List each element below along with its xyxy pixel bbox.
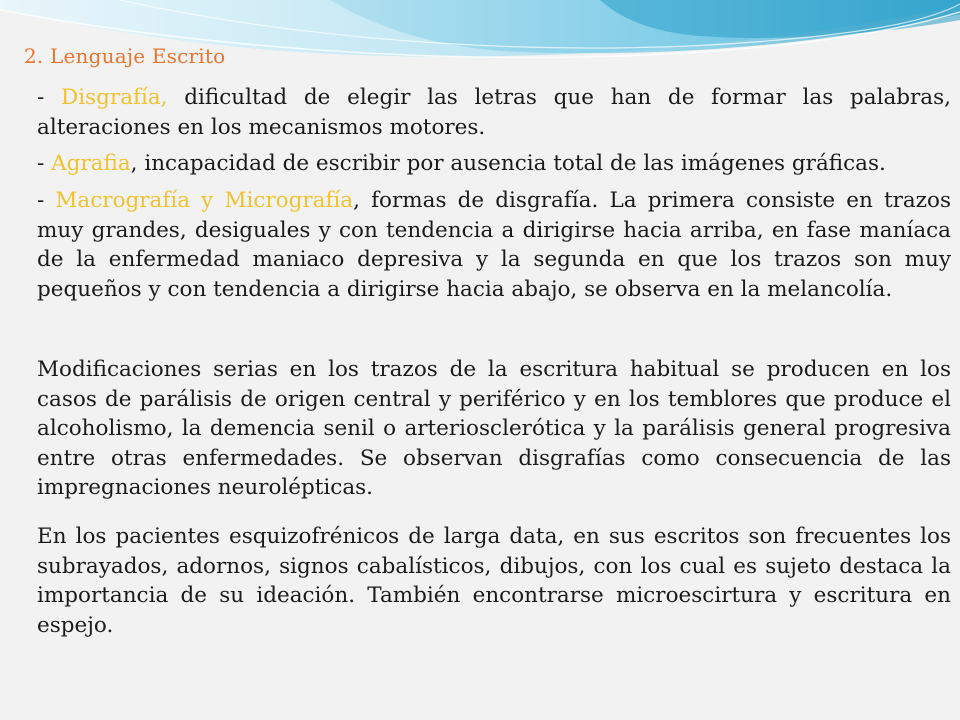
item-dash: - — [37, 188, 56, 213]
item-term: Macrografía y Micrografía — [55, 188, 354, 213]
item-dash: - — [37, 85, 61, 110]
item-term: Disgrafía, — [61, 85, 168, 110]
body-paragraph: En los pacientes esquizofrénicos de larga data, en sus escritos son frecuentes los subrayados, adornos, signos cabalísticos, dibujos, con los cual es sujeto destaca la importancia de su ideación. También encontrarse microescirtura y escritura en espejo. — [37, 524, 951, 638]
slide-heading: 2. Lenguaje Escrito — [24, 44, 226, 68]
item-definition: , incapacidad de escribir por ausencia total de las imágenes gráficas. — [130, 151, 886, 176]
item-disgrafia — [37, 83, 951, 142]
item-dash: - — [37, 151, 52, 176]
item-macrografia-micrografia — [37, 186, 951, 304]
item-agrafia — [37, 149, 951, 179]
body-paragraph: Modificaciones serias en los trazos de la escritura habitual se producen en los casos de parálisis de origen central y periférico y en los temblores que produce el alcoholismo, la demencia senil o arteriosclerótica y la parálisis general progresiva entre otras enfermedades. Se observan disgrafías como consecuencia de las impregnaciones neurolépticas. — [37, 357, 951, 500]
item-definition: dificultad de elegir las letras que han de formar las palabras, alteraciones en los mecanismos motores. — [37, 85, 951, 140]
item-term: Agrafia — [51, 151, 131, 176]
item-definition: , formas de disgrafía. La primera consiste en trazos muy grandes, desiguales y con tendencia a dirigirse hacia arriba, en fase maníaca de la enfermedad maniaco depresiva y la segunda en que los trazos son muy pequeños y con tendencia a dirigirse hacia abajo, se observa en la melancolía. — [37, 188, 951, 302]
